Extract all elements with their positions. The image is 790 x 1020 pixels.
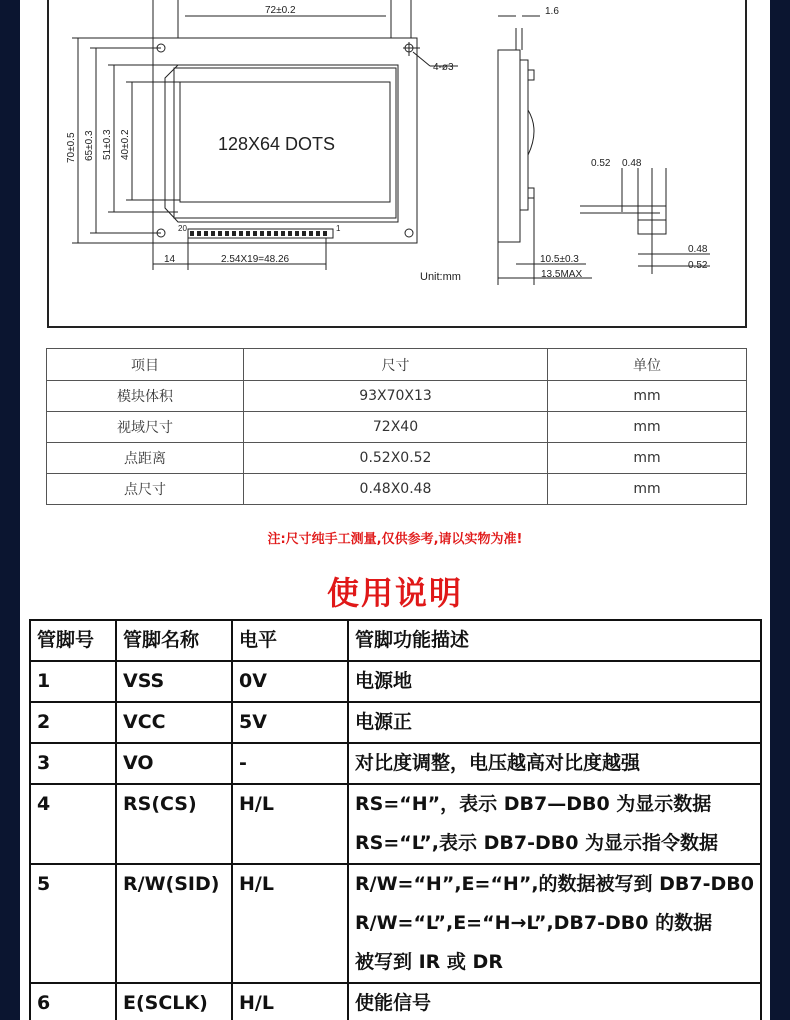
pin-desc-line: R/W=“H”,E=“H”,的数据被写到 DB7-DB0 bbox=[355, 873, 754, 895]
dim-048-top-label: 0.48 bbox=[622, 158, 642, 169]
hole-label: 4-ø3 bbox=[433, 62, 454, 73]
pin-desc-line: RS=“H”，表示 DB7—DB0 为显示数据 bbox=[355, 793, 712, 815]
spec-size: 0.52X0.52 bbox=[244, 443, 548, 474]
dim-h51-label: 51±0.3 bbox=[102, 129, 113, 160]
specs-table bbox=[46, 348, 747, 505]
pin-desc bbox=[348, 864, 761, 983]
dim-thickness-label: 1.6 bbox=[545, 6, 559, 17]
dim-pitch-label: 2.54X19=48.26 bbox=[221, 254, 290, 265]
dim-14-label: 14 bbox=[164, 254, 176, 265]
pin-level: H/L bbox=[232, 983, 348, 1020]
pin-header-cell: 管脚功能描述 bbox=[348, 620, 761, 661]
pin-header-cell: 管脚名称 bbox=[116, 620, 232, 661]
dim-105-label: 10.5±0.3 bbox=[540, 254, 579, 265]
pin-desc bbox=[348, 784, 761, 864]
pin-level: H/L bbox=[232, 784, 348, 864]
table-row bbox=[30, 784, 761, 864]
pin-first-label: 20 bbox=[178, 224, 187, 233]
spec-unit: mm bbox=[548, 474, 747, 505]
dots-label: 128X64 DOTS bbox=[218, 134, 336, 154]
specs-header-cell: 单位 bbox=[548, 349, 747, 381]
pin-desc-line: RS=“L”,表示 DB7-DB0 为显示指令数据 bbox=[355, 832, 719, 854]
pin-name: VCC bbox=[116, 702, 232, 743]
pin-name: R/W(SID) bbox=[116, 864, 232, 983]
pin-name: VSS bbox=[116, 661, 232, 702]
spec-unit: mm bbox=[548, 443, 747, 474]
side-view bbox=[498, 50, 520, 242]
pin-no: 5 bbox=[30, 864, 116, 983]
pin-desc bbox=[348, 661, 761, 702]
spec-size: 0.48X0.48 bbox=[244, 474, 548, 505]
spec-unit: mm bbox=[548, 381, 747, 412]
usage-title: 使用说明 bbox=[326, 574, 463, 612]
table-row bbox=[30, 702, 761, 743]
measurement-note: 注:尺寸纯手工测量,仅供参考,请以实物为准! bbox=[267, 532, 523, 547]
spec-item: 视域尺寸 bbox=[47, 412, 244, 443]
spec-item: 点尺寸 bbox=[47, 474, 244, 505]
pin-no: 3 bbox=[30, 743, 116, 784]
table-row bbox=[30, 983, 761, 1020]
pin-name: VO bbox=[116, 743, 232, 784]
dim-h70-label: 70±0.5 bbox=[66, 132, 77, 163]
spec-item: 点距离 bbox=[47, 443, 244, 474]
dim-052-side-label: 0.52 bbox=[688, 260, 708, 271]
unit-label: Unit:mm bbox=[420, 271, 461, 283]
specs-header-cell: 项目 bbox=[47, 349, 244, 381]
pin-desc bbox=[348, 983, 761, 1020]
pin-desc bbox=[348, 743, 761, 784]
table-row bbox=[30, 661, 761, 702]
pin-no: 1 bbox=[30, 661, 116, 702]
table-row bbox=[30, 743, 761, 784]
pin-level: 5V bbox=[232, 702, 348, 743]
table-row bbox=[47, 381, 747, 412]
pin-desc-line: 使能信号 bbox=[355, 992, 432, 1014]
table-row bbox=[47, 412, 747, 443]
table-row bbox=[47, 474, 747, 505]
pin-table bbox=[29, 619, 762, 1020]
pin-level: H/L bbox=[232, 864, 348, 983]
dim-048-side-label: 0.48 bbox=[688, 244, 708, 255]
pin-name: RS(CS) bbox=[116, 784, 232, 864]
connector-pins bbox=[190, 231, 327, 236]
pin-last-label: 1 bbox=[336, 224, 341, 233]
spec-item: 模块体积 bbox=[47, 381, 244, 412]
pin-desc-line: 被写到 IR 或 DR bbox=[355, 951, 503, 973]
pin-no: 4 bbox=[30, 784, 116, 864]
pin-name: E(SCLK) bbox=[116, 983, 232, 1020]
pin-desc bbox=[348, 702, 761, 743]
spec-size: 72X40 bbox=[244, 412, 548, 443]
pin-header-cell: 电平 bbox=[232, 620, 348, 661]
pin-desc-line: R/W=“L”,E=“H→L”,DB7-DB0 的数据 bbox=[355, 912, 713, 934]
specs-header-cell: 尺寸 bbox=[244, 349, 548, 381]
pin-level: 0V bbox=[232, 661, 348, 702]
dim-h65-label: 65±0.3 bbox=[84, 130, 95, 161]
spec-size: 93X70X13 bbox=[244, 381, 548, 412]
pin-header-cell: 管脚号 bbox=[30, 620, 116, 661]
pin-level: - bbox=[232, 743, 348, 784]
product-page bbox=[20, 0, 770, 1020]
pin-no: 6 bbox=[30, 983, 116, 1020]
mechanical-drawing bbox=[20, 0, 770, 330]
pin-no: 2 bbox=[30, 702, 116, 743]
mount-hole bbox=[405, 229, 413, 237]
dim-h40-label: 40±0.2 bbox=[120, 129, 131, 160]
pin-desc-line: 对比度调整，电压越高对比度越强 bbox=[355, 752, 641, 774]
table-row bbox=[47, 443, 747, 474]
pin-header-row bbox=[30, 620, 761, 661]
dim-width-label: 72±0.2 bbox=[265, 5, 296, 16]
specs-header-row bbox=[47, 349, 747, 381]
pin-desc-line: 电源地 bbox=[355, 670, 413, 692]
dim-135-label: 13.5MAX bbox=[541, 269, 583, 280]
spec-unit: mm bbox=[548, 412, 747, 443]
table-row bbox=[30, 864, 761, 983]
pin-desc-line: 电源正 bbox=[355, 711, 413, 733]
dim-052-top-label: 0.52 bbox=[591, 158, 611, 169]
